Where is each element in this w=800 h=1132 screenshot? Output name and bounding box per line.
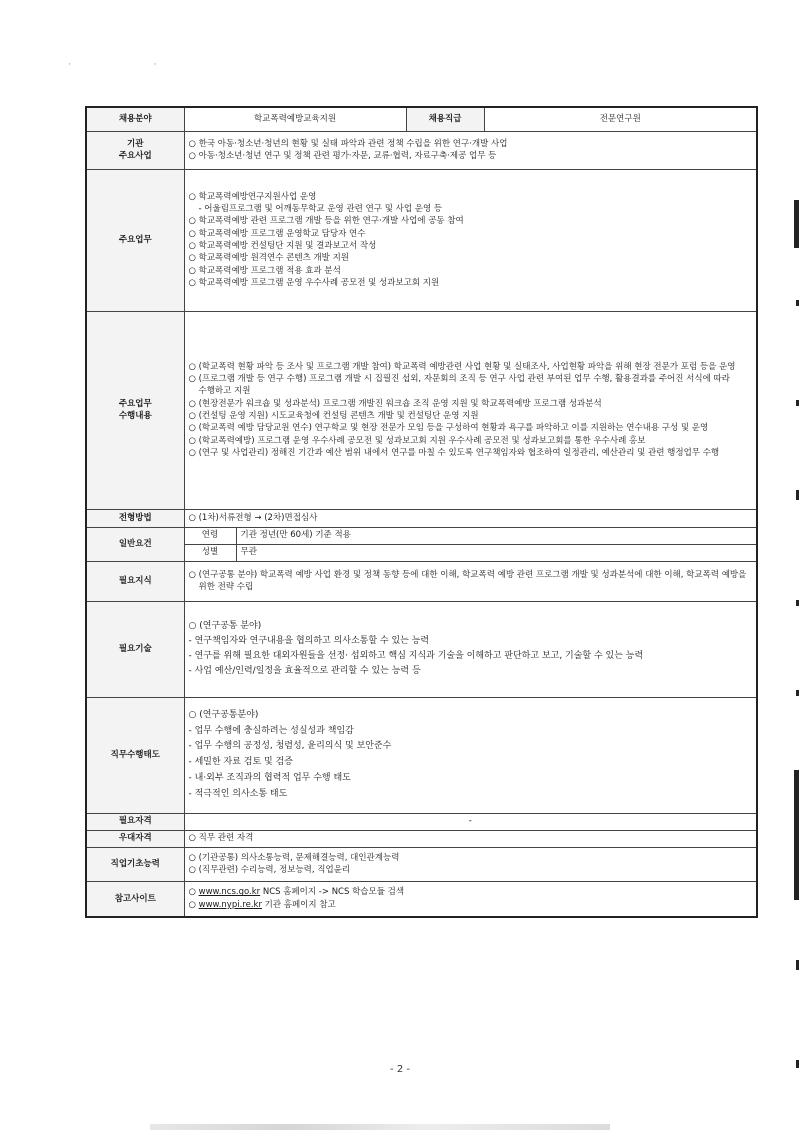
job-description-sheet <box>85 106 758 918</box>
header-row <box>86 107 757 131</box>
main-duties-content: ○ 학교폭력예방연구지원사업 운영 - 어울림프로그램 및 어깨동무학교 운영 관련 연구 및 사업 운영 등 ○ 학교폭력예방 관련 프로그램 개발 등을 위한 연구·개발 사업에 공동 참여 ○ 학교폭력예방 프로그램 운영학교 담당자 연수 ○ 학교폭력예방 컨설팅단 지원 및 결과보고서 작성 ○ 학교폭력예방 원격연수 콘텐츠 개발 지원 ○ 학교폭력예방 프로그램 적용 효과 분석 ○ 학교폭력예방 프로그램 운영 우수사례 공모전 및 성과보고회 지원 <box>184 169 757 311</box>
attitude-label: 직무수행태도 <box>86 697 184 813</box>
scan-bottom-blur <box>150 1124 610 1130</box>
basic-skills-content: ○ (기관공통) 의사소통능력, 문제해결능력, 대인관계능력 ○ (직무관련) 수리능력, 정보능력, 직업윤리 <box>184 847 757 881</box>
general-req-value: 기관 정년(만 60세) 기준 적용 <box>236 527 757 544</box>
scan-edge-marks <box>792 190 800 1130</box>
general-req-key: 성별 <box>184 544 236 561</box>
selection-row <box>86 509 757 527</box>
ref-item: ○ www.nypi.re.kr 기관 홈페이지 참고 <box>188 899 336 910</box>
refs-label: 참고사이트 <box>86 881 184 917</box>
skills-content: ○ (연구공통 분야) - 연구책임자와 연구내용을 협의하고 의사소통할 수 있는 능력 - 연구를 위해 필요한 대외자원들을 선정· 섭외하고 핵심 지식과 기술을 이해하고 판단하고 보고, 기술할 수 있는 능력 - 사업 예산/인력/일정을 효율적으로 관리할 수 있는 능력 등 <box>184 601 757 697</box>
refs-content <box>184 881 757 917</box>
main-duties-label: 주요업무 <box>86 169 184 311</box>
knowledge-content: ○ (연구공통 분야) 학교폭력 예방 사업 환경 및 정책 동향 등에 대한 이해, 학교폭력 예방 관련 프로그램 개발 및 성과분석에 대한 이해, 학교폭력 예방을 위한 전략 수립 <box>184 561 757 601</box>
position-value: 전문연구원 <box>484 107 757 131</box>
selection-value: ○ (1차)서류전형 → (2차)면접심사 <box>184 509 757 527</box>
nypi-link[interactable]: www.nypi.re.kr <box>198 899 262 910</box>
knowledge-label: 필요지식 <box>86 561 184 601</box>
general-req-row-age <box>86 527 757 544</box>
certs-label: 필요자격 <box>86 813 184 830</box>
skills-row <box>86 601 757 697</box>
skills-label: 필요기술 <box>86 601 184 697</box>
main-duties-row <box>86 169 757 311</box>
duty-details-label: 주요업무 수행내용 <box>86 311 184 509</box>
basic-skills-row <box>86 847 757 881</box>
pref-certs-row <box>86 830 757 847</box>
ncs-link[interactable]: www.ncs.go.kr <box>198 887 261 898</box>
page-number: - 2 - <box>390 1064 410 1075</box>
pref-certs-label: 우대자격 <box>86 830 184 847</box>
job-description-table <box>85 106 758 918</box>
org-business-label: 기관 주요사업 <box>86 131 184 169</box>
ref-item: ○ www.ncs.go.kr NCS 홈페이지 -> NCS 학습모듈 검색 <box>188 887 405 898</box>
general-req-value: 무관 <box>236 544 757 561</box>
pref-certs-value: ○ 직무 관련 자격 <box>184 830 757 847</box>
attitude-row <box>86 697 757 813</box>
certs-value: - <box>184 813 757 830</box>
general-req-key: 연령 <box>184 527 236 544</box>
refs-row <box>86 881 757 917</box>
general-req-row-gender <box>86 544 757 561</box>
attitude-content: ○ (연구공통분야) - 업무 수행에 충실하려는 성실성과 책임감 - 업무 수행의 공정성, 청렴성, 윤리의식 및 보안준수 - 세밀한 자료 검토 및 검증 - 내·외부 조직과의 협력적 업무 수행 태도 - 적극적인 의사소통 태도 <box>184 697 757 813</box>
duty-details-row <box>86 311 757 509</box>
scan-dots: · · <box>68 60 197 70</box>
selection-label: 전형방법 <box>86 509 184 527</box>
duty-details-content: ○ (학교폭력 현황 파악 등 조사 및 프로그램 개발 참여) 학교폭력 예방관련 사업 현황 및 실태조사, 사업현황 파악을 위해 현장 전문가 포럼 등을 운영 ○ (프로그램 개발 등 연구 수행) 프로그램 개발 시 집필진 섭외, 자문회의 조직 등 연구 사업 관련 부여된 업무 수행, 활용결과를 주어진 서식에 따라 수행하고 지원 ○ (현장전문가 워크숍 및 성과분석) 프로그램 개발진 워크숍 조직 운영 지원 및 학교폭력예방 프로그램 성과분석 ○ (컨설팅 운영 지원) 시도교육청에 컨설팅 콘텐츠 개발 및 컨설팅단 운영 지원 ○ (학교폭력 예방 담당교원 연수) 연구학교 및 현장 전문가 모임 등을 구성하여 현황과 욕구를 파악하고 이를 지원하는 연수내용 구성 및 운영 ○ (학교폭력예방) 프로그램 운영 우수사례 공모전 및 성과보고회 지원 우수사례 공모전 및 성과보고회를 통한 우수사례 홍보 ○ (연구 및 사업관리) 정해진 기간과 예산 범위 내에서 연구를 마칠 수 있도록 연구책임자와 협조하여 일정관리, 예산관리 및 관련 행정업무 수행 <box>184 311 757 509</box>
general-req-label: 일반요건 <box>86 527 184 561</box>
org-business-row <box>86 131 757 169</box>
field-value: 학교폭력예방교육지원 <box>184 107 406 131</box>
field-label: 채용분야 <box>86 107 184 131</box>
position-label: 채용직급 <box>406 107 484 131</box>
basic-skills-label: 직업기초능력 <box>86 847 184 881</box>
knowledge-row <box>86 561 757 601</box>
certs-row <box>86 813 757 830</box>
org-business-content: ○ 한국 아동·청소년·청년의 현황 및 실태 파악과 관련 정책 수립을 위한 연구·개발 사업 ○ 아동·청소년·청년 연구 및 정책 관련 평가·자문, 교류·협력, 자료구축·제공 업무 등 <box>184 131 757 169</box>
